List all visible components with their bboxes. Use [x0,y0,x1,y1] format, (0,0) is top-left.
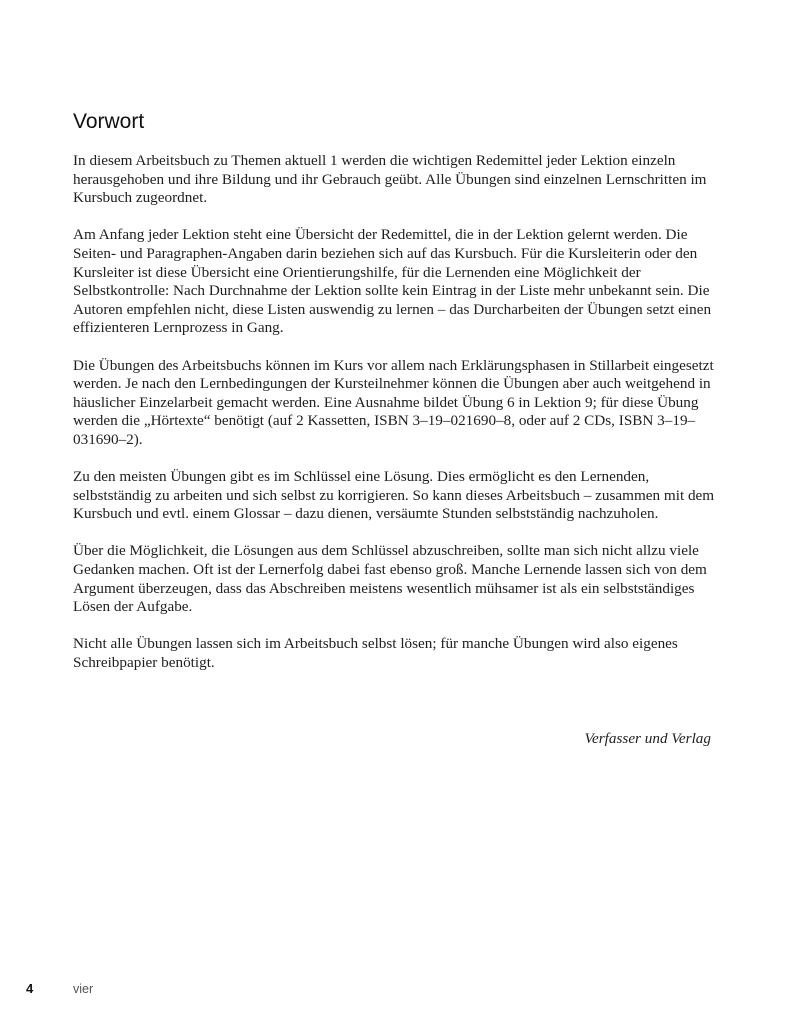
signature: Verfasser und Verlag [584,730,711,747]
paragraph: Über die Möglichkeit, die Lösungen aus dem Schlüssel abzuschreiben, sollte man sich nicht allzu viele Gedanken machen. Oft ist der Lernerfolg dabei fast ebenso groß. Manche Lernende lassen sich von dem Argument überzeugen, dass das Abschreiben meistens wesentlich mühsamer ist als ein selbstständiges Lösen der Aufgabe. [73,542,707,616]
paragraph: Nicht alle Übungen lassen sich im Arbeitsbuch selbst lösen; für manche Übungen wird also eigenes Schreibpapier benötigt. [73,635,678,672]
preface-body [73,152,721,691]
paragraph: Zu den meisten Übungen gibt es im Schlüssel eine Lösung. Dies ermöglicht es den Lernenden, selbstständig zu arbeiten und sich selbst zu korrigieren. So kann dieses Arbeitsbuch – zusammen mit dem Kursbuch und evtl. einem Glossar – dazu dienen, versäumte Stunden selbstständig nachzuholen. [73,468,715,523]
paragraph: Die Übungen des Arbeitsbuchs können im Kurs vor allem nach Erklärungsphasen in Stillarbeit eingesetzt werden. Je nach den Lernbedingungen der Kursteilnehmer können die Übungen aber auch weitgehend in häuslicher Einzelarbeit gemacht werden. Eine Ausnahme bildet Übung 6 in Lektion 9; für diese Übung werden die „Hörtexte“ benötigt (auf 2 Kassetten, ISBN 3–19–021690–8, oder auf 2 CDs, ISBN 3–19–031690–2). [73,356,714,448]
paragraph: Am Anfang jeder Lektion steht eine Übersicht der Redemittel, die in der Lektion gelernt werden. Die Seiten- und Paragraphen-Angaben darin beziehen sich auf das Kursbuch. Für die Kursleiterin oder den Kursleiter ist diese Übersicht eine Orientierungshilfe, für die Lernenden eine Möglichkeit der Selbstkontrolle: Nach Durchnahme der Lektion sollte kein Eintrag in der Liste mehr unbekannt sein. Die Autoren empfehlen nicht, diese Listen auswendig zu lernen – das Durcharbeiten der Übungen setzt einen effizienteren Lernprozess in Gang. [73,226,712,337]
page-number: 4 [26,981,34,996]
page-number-word: vier [73,982,94,996]
paragraph: In diesem Arbeitsbuch zu Themen aktuell 1 werden die wichtigen Redemittel jeder Lektion einzeln herausgehoben und ihre Bildung und ihr Gebrauch geübt. Alle Übungen sind einzelnen Lernschritten im Kursbuch zugeordnet. [73,152,707,207]
page-heading: Vorwort [73,110,145,133]
